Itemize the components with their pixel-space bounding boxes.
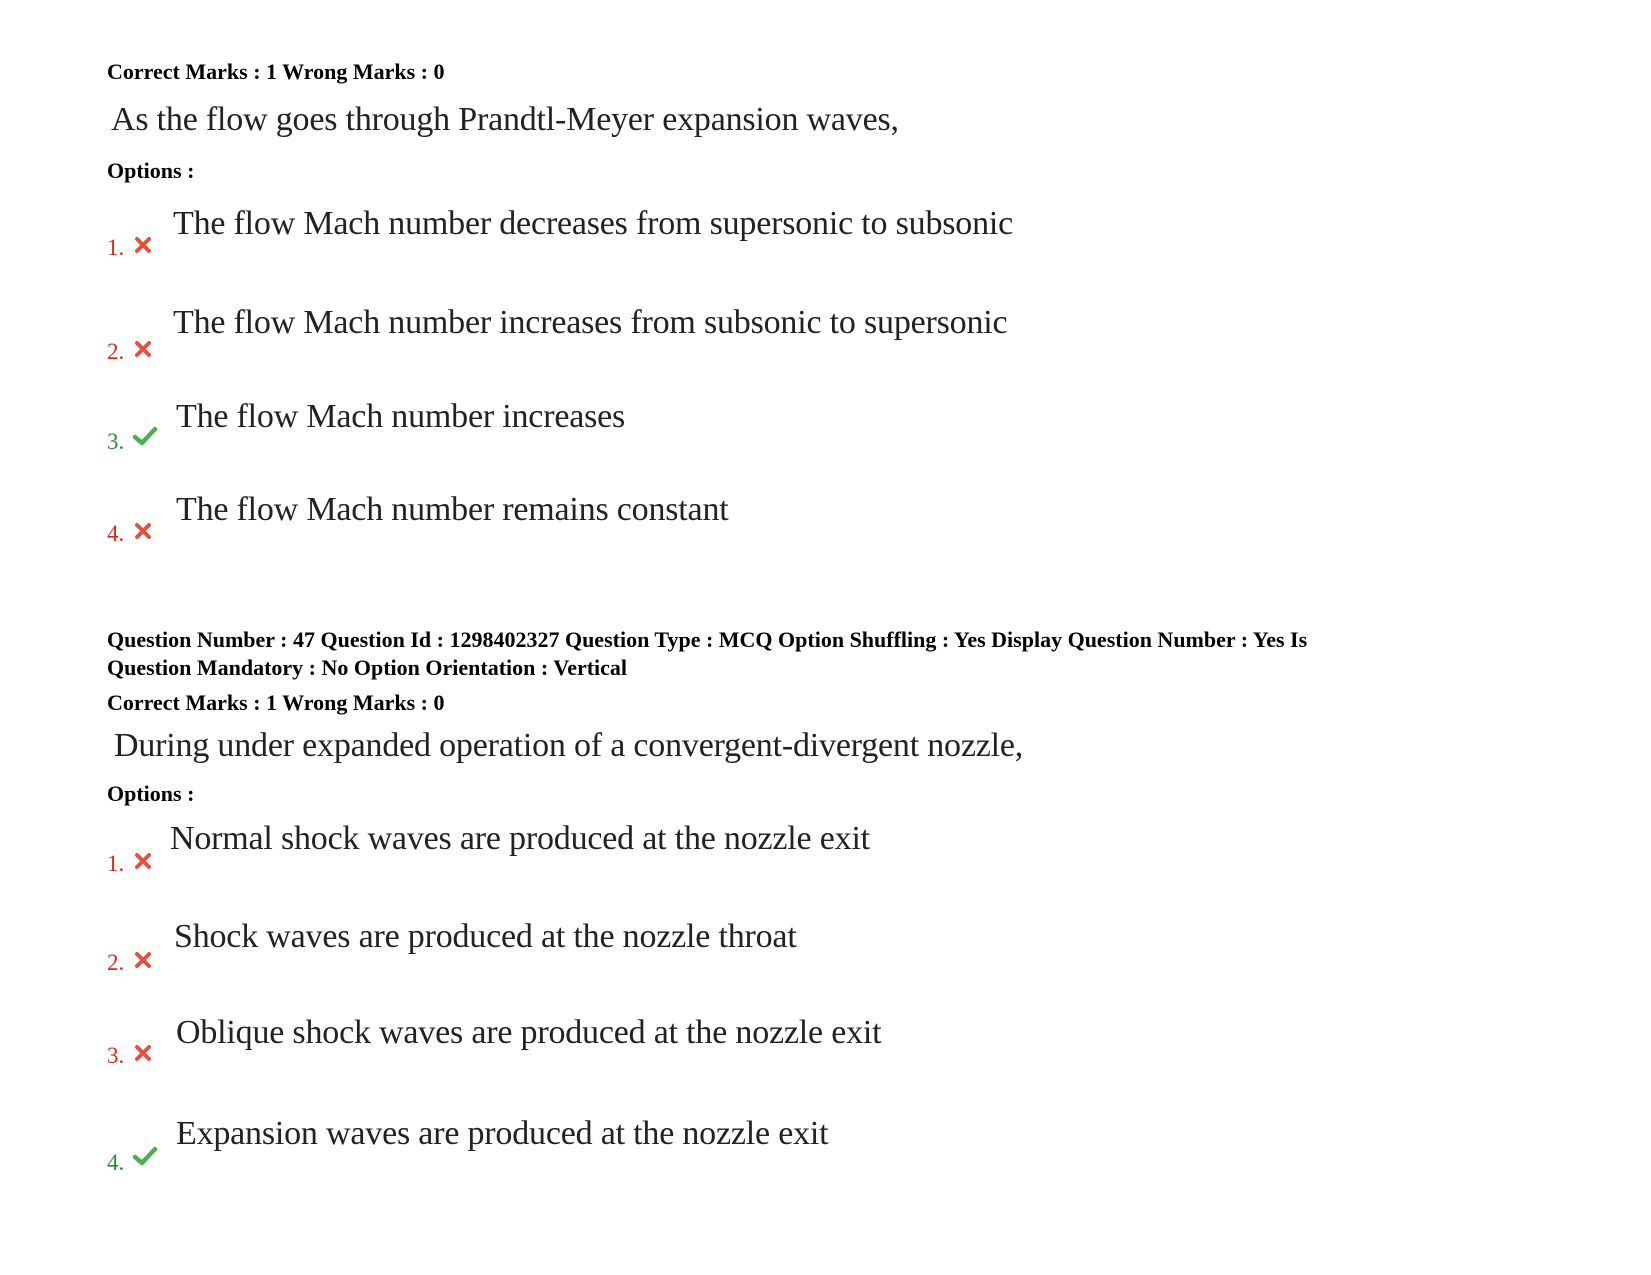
cross-icon [134, 522, 152, 540]
option-number: 3. [107, 1043, 125, 1068]
option-number: 3. [107, 429, 125, 454]
options-label: Options : [107, 781, 195, 806]
option-text: Normal shock waves are produced at the nozzle exit [170, 820, 870, 857]
marks-line: Correct Marks : 1 Wrong Marks : 0 [107, 690, 445, 715]
option-text: Oblique shock waves are produced at the nozzle exit [176, 1014, 882, 1051]
option-text: The flow Mach number increases from subsonic to supersonic [173, 304, 1008, 341]
cross-icon [134, 951, 152, 969]
cross-icon [134, 852, 152, 870]
options-label: Options : [107, 158, 195, 183]
question-text: During under expanded operation of a convergent-divergent nozzle, [114, 727, 1024, 764]
option-text: The flow Mach number decreases from supersonic to subsonic [173, 205, 1014, 242]
question-text: As the flow goes through Prandtl-Meyer expansion waves, [111, 101, 899, 138]
option-number: 4. [107, 1150, 125, 1175]
option-number: 1. [107, 851, 125, 876]
cross-icon [134, 1044, 152, 1062]
check-icon [133, 426, 157, 446]
marks-line: Correct Marks : 1 Wrong Marks : 0 [107, 59, 445, 84]
option-text: The flow Mach number increases [176, 398, 626, 435]
option-text: The flow Mach number remains constant [176, 491, 729, 528]
option-text: Shock waves are produced at the nozzle throat [174, 918, 797, 955]
check-icon [133, 1146, 157, 1166]
question-header-line1: Question Number : 47 Question Id : 1298402327 Question Type : MCQ Option Shuffling : Yes Display Question Number : Yes Is [107, 627, 1308, 652]
option-number: 2. [107, 950, 125, 975]
option-number: 4. [107, 521, 125, 546]
cross-icon [134, 340, 152, 358]
option-text: Expansion waves are produced at the nozzle exit [176, 1115, 829, 1152]
question-header-line2: Question Mandatory : No Option Orientation : Vertical [107, 655, 628, 680]
cross-icon [134, 236, 152, 254]
option-number: 2. [107, 339, 125, 364]
option-number: 1. [107, 235, 125, 260]
